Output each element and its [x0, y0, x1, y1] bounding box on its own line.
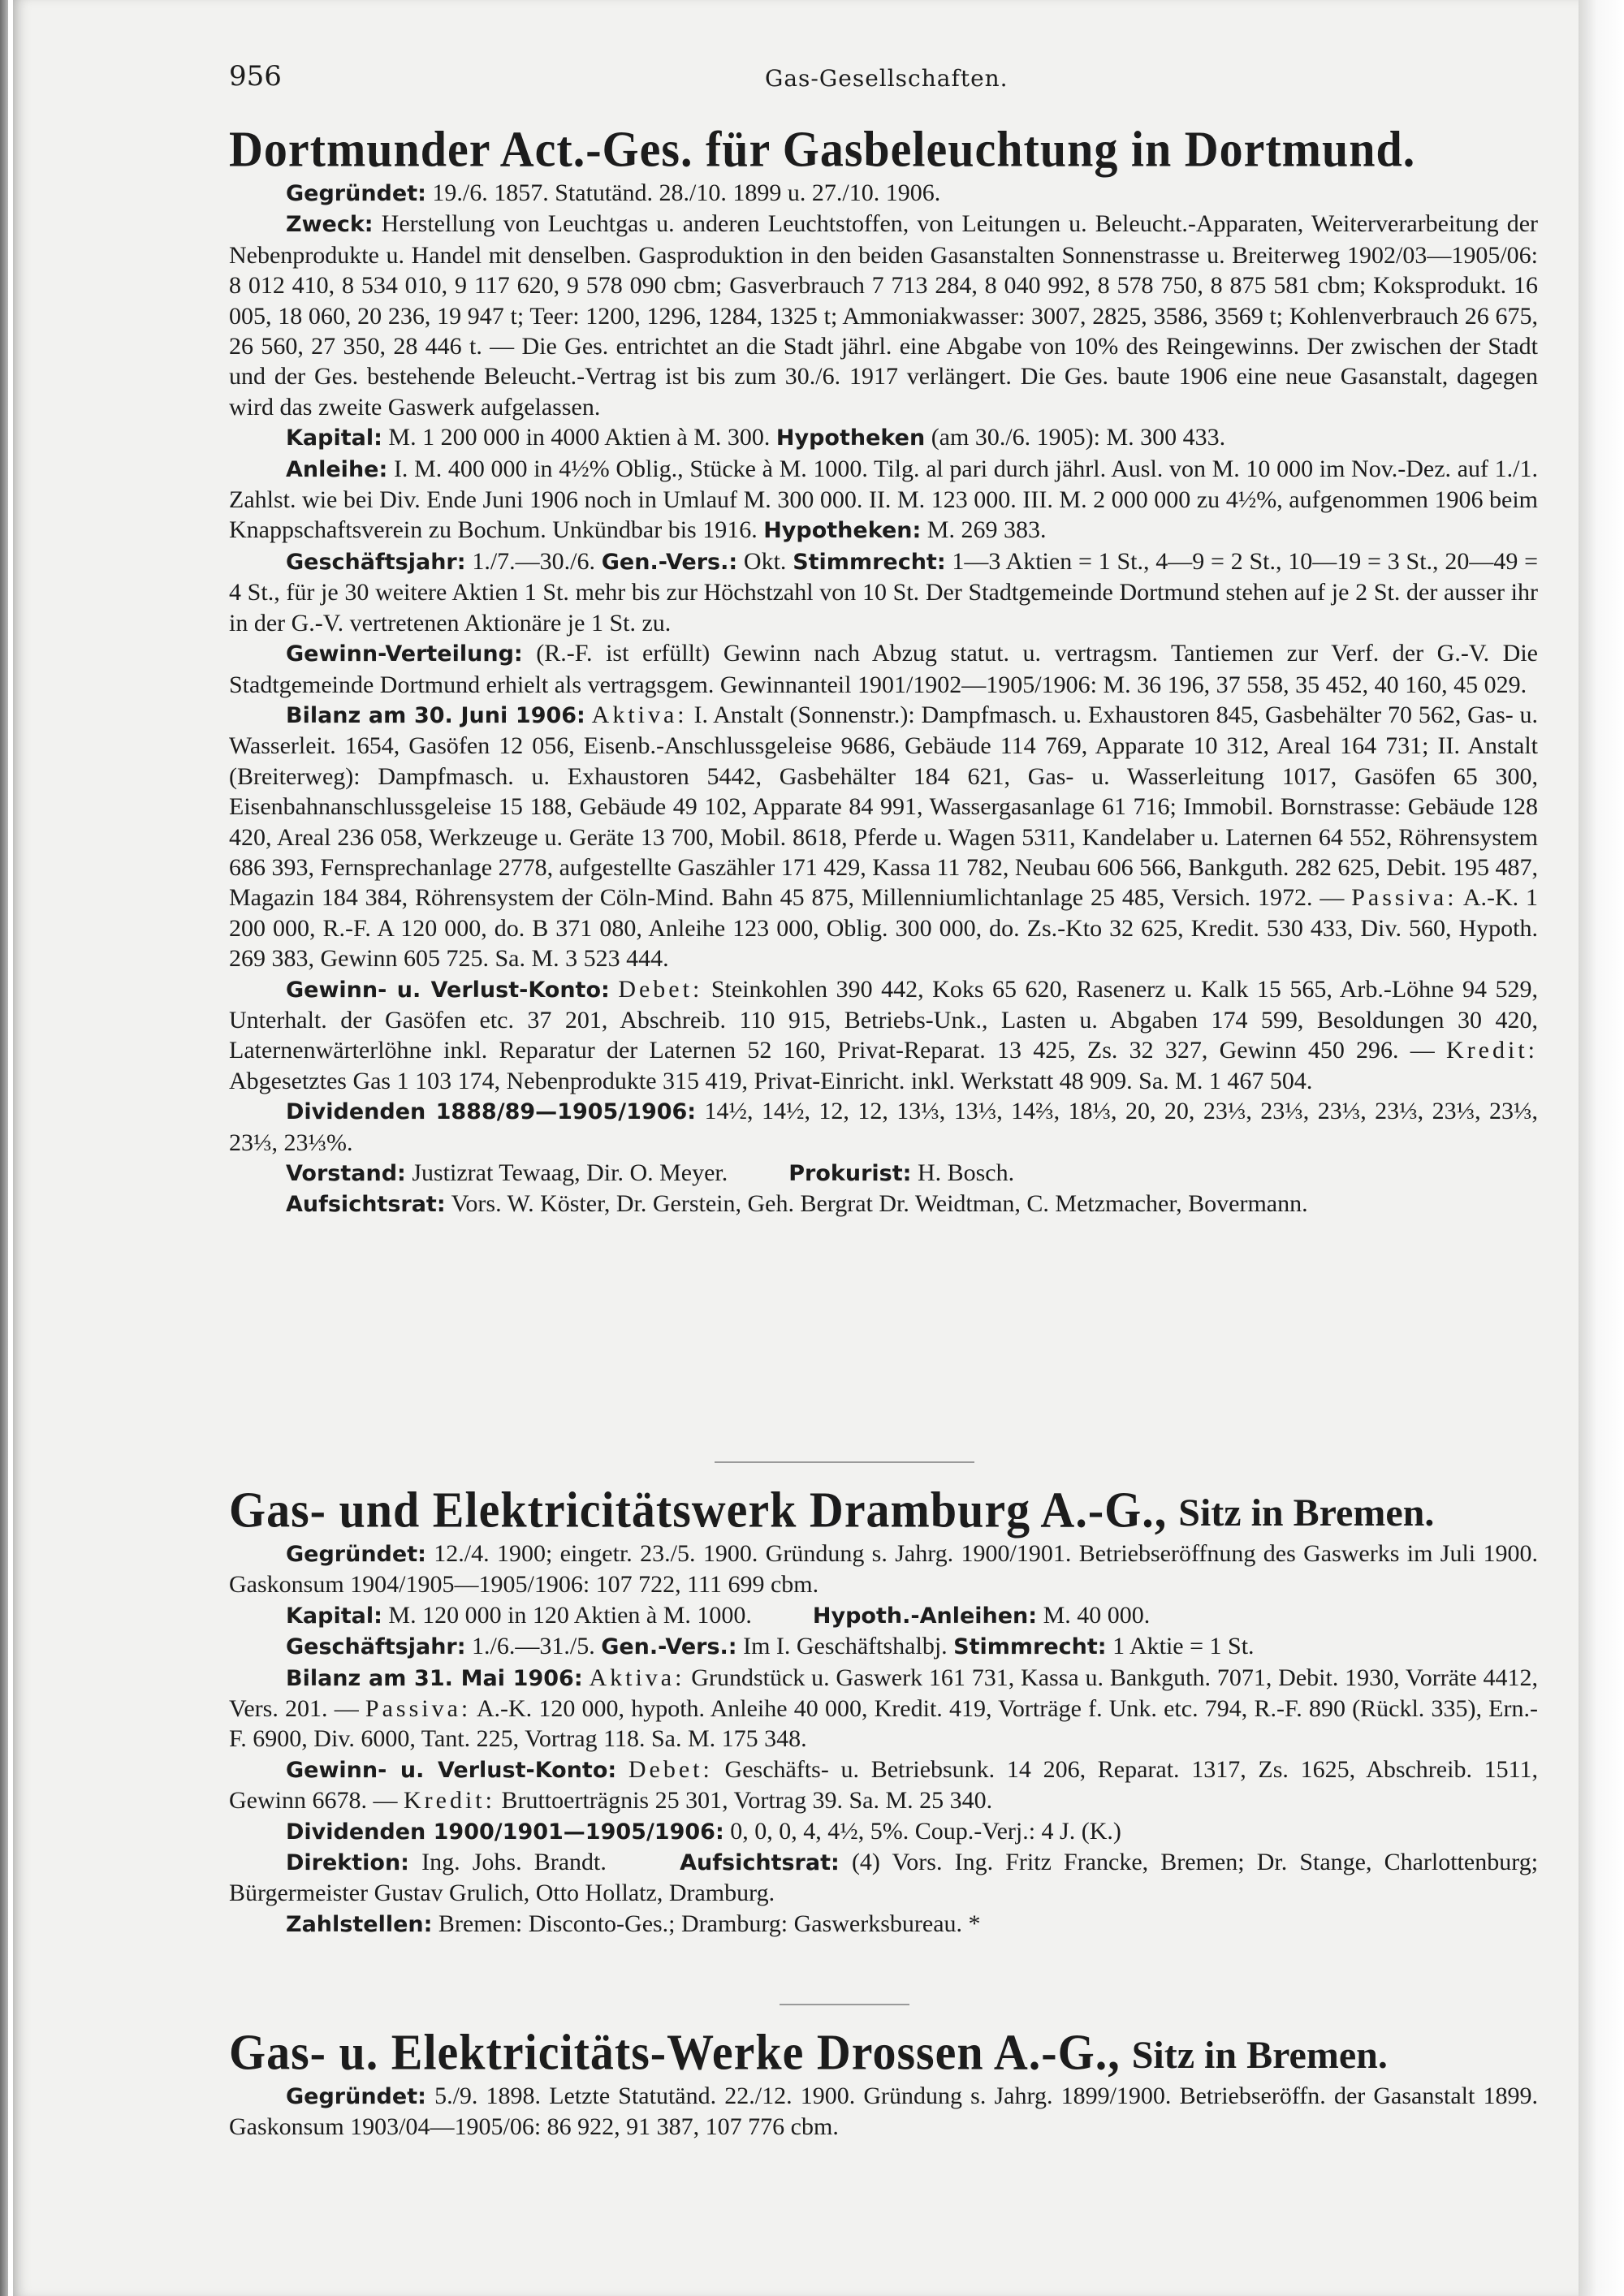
- section-anleihe: Anleihe: I. M. 400 000 in 4½% Oblig., Stücke à M. 1000. Tilg. al pari durch jährl. Ausl. von M. 10 000 im Nov.-Dez. auf 1./1. Zahlst. wie bei Div. Ende Juni 1906 noch in Umlauf M. 300 000. II. M. 123 000. III. M. 2 000 000 zu 4½%, aufgenommen 1906 beim Knappschaftsverein zu Bochum. Unkündbar bis 1916. Hypotheken: M. 269 383.: [229, 455, 1538, 544]
- section-direktion: Direktion: Ing. Johs. Brandt. Aufsichtsrat: (4) Vors. Ing. Fritz Francke, Bremen; Dr. Stange, Charlottenburg; Bürgermeister Gustav Grulich, Otto Hollatz, Dramburg.: [229, 1849, 1539, 1907]
- book-binding: [0, 0, 8, 2296]
- section-gegruendet: Gegründet: 5./9. 1898. Letzte Statutänd. 22./12. 1900. Gründung s. Jahrg. 1899/1900. Betriebseröffn. der Gasanstalt 1899. Gaskonsum 1903/04—1905/06: 86 922, 91 387, 107 776 cbm.: [229, 2082, 1539, 2141]
- section-kapital: Kapital: M. 120 000 in 120 Aktien à M. 1000. Hypoth.-Anleihen: M. 40 000.: [286, 1601, 1151, 1629]
- section-gewinn-verteilung: Gewinn-Verteilung: (R.-F. ist erfüllt) Gewinn nach Abzug statut. u. vertragsm. Tantiemen zur Verf. der G.-V. Die Stadtgemeinde Dortmund erhielt als vertragsgem. Gewinnanteil 1901/1902—1905/1906: M. 36 196, 37 558, 35 452, 40 160, 45 029.: [229, 640, 1538, 698]
- section-divider: [780, 2004, 909, 2005]
- section-vorstand: Vorstand: Justizrat Tewaag, Dir. O. Meyer. Prokurist: H. Bosch.: [286, 1159, 1015, 1186]
- running-head: [229, 60, 1536, 96]
- section-dividenden: Dividenden 1900/1901—1905/1906: 0, 0, 0, 4, 4½, 5%. Coup.-Verj.: 4 J. (K.): [286, 1817, 1121, 1845]
- entry-body: [229, 1539, 1538, 1940]
- section-bilanz: Bilanz am 30. Juni 1906: Aktiva: I. Anstalt (Sonnenstr.): Dampfmasch. u. Exhaustoren 845, Gasbehälter 70 562, Gas- u. Wasserleit. 1654, Gasöfen 12 056, Eisenb.-Anschlussgeleise 9686, Gebäude 114 769, Apparate 10 312, Areal 164 731; II. Anstalt (Breiterweg): Dampfmasch. u. Exhaustoren 5442, Gasbehälter 184 621, Gas- u. Wasserleitung 1017, Gasöfen 65 300, Eisenbahnanschlussgeleise 15 188, Gebäude 49 102, Apparate 84 991, Wassergasanlage 61 716; Immobil. Bornstrasse: Gebäude 128 420, Areal 236 058, Werkzeuge u. Geräte 13 700, Mobil. 8618, Pferde u. Wagen 5311, Kandelaber u. Laternen 64 552, Röhrensystem 686 393, Fernsprechanlage 2778, aufgestellte Gaszähler 171 429, Kassa 11 782, Neubau 606 566, Bankguth. 282 625, Debit. 195 487, Magazin 184 384, Röhrensystem der Cöln-Mind. Bahn 45 875, Millenniumlichtanlage 25 485, Versich. 1972. — Passiva: A.-K. 1 200 000, R.-F. A 120 000, do. B 371 080, Anleihe 123 000, Oblig. 300 000, do. Zs.-Kto 32 625, Kredit. 530 433, Div. 560, Hypoth. 269 383, Gewinn 605 725. Sa. M. 3 523 444.: [229, 701, 1539, 973]
- section-aufsichtsrat: Aufsichtsrat: Vors. W. Köster, Dr. Gerstein, Geh. Bergrat Dr. Weidtman, C. Metzmacher, Bovermann.: [286, 1190, 1308, 1218]
- entry-dramburg: [229, 1482, 1538, 1940]
- entry-drossen: [229, 2025, 1538, 2143]
- company-seat: Sitz in Bremen.: [1178, 1491, 1435, 1534]
- section-geschaeftsjahr: Geschäftsjahr: 1./6.—31./5. Gen.-Vers.: Im I. Geschäftshalbj. Stimmrecht: 1 Aktie = 1 St.: [286, 1633, 1255, 1660]
- section-zahlstellen: Zahlstellen: Bremen: Disconto-Ges.; Dramburg: Gaswerksbureau. *: [286, 1910, 981, 1937]
- company-name: Dortmunder Act.-Ges. für Gasbeleuchtung in Dortmund.: [229, 120, 1416, 178]
- entry-title: [229, 1482, 1538, 1537]
- entry-title: [229, 122, 1538, 176]
- page-edge: [1579, 0, 1624, 2296]
- company-seat: Sitz in Bremen.: [1131, 2034, 1388, 2077]
- section-bilanz: Bilanz am 31. Mai 1906: Aktiva: Grundstück u. Gaswerk 161 731, Kassa u. Bankguth. 7071, Debit. 1930, Vorräte 4412, Vers. 201. — Passiva: A.-K. 120 000, hypoth. Anleihe 40 000, Kredit. 419, Vorträge f. Unk. etc. 794, R.-F. 890 (Rückl. 335), Ern.-F. 6900, Div. 6000, Tant. 225, Vortrag 118. Sa. M. 175 348.: [229, 1664, 1538, 1753]
- section-divider: [715, 1461, 974, 1463]
- section-gewinn-verlust: Gewinn- u. Verlust-Konto: Debet: Steinkohlen 390 442, Koks 65 620, Rasenerz u. Kalk 15 565, Arb.-Löhne 94 529, Unterhalt. der Gasöfen etc. 37 201, Abschreib. 110 915, Betriebs-Unk., Lasten u. Abgaben 174 599, Besoldungen 30 420, Laternenwärterlöhne inkl. Reparatur der Laternen 52 160, Privat-Reparat. 13 425, Zs. 32 327, Gewinn 450 296. — Kredit: Abgesetztes Gas 1 103 174, Nebenprodukte 315 419, Privat-Einricht. inkl. Werkstatt 48 909. Sa. M. 1 467 504.: [229, 975, 1539, 1094]
- entry-body: [229, 2081, 1538, 2143]
- company-name: Gas- und Elektricitätswerk Dramburg A.-G.,: [229, 1481, 1168, 1539]
- section-zweck: Zweck: Herstellung von Leuchtgas u. anderen Leuchtstoffen, von Leitungen u. Beleucht.-Apparaten, Weiterverarbeitung der Nebenprodukte u. Handel mit denselben. Gasproduktion in den beiden Gasanstalten Sonnenstrasse u. Breiterweg 1902/03—1905/06: 8 012 410, 8 534 010, 9 117 620, 9 578 090 cbm; Gasverbrauch 7 713 284, 8 040 992, 8 578 750, 8 875 581 cbm; Koksprodukt. 16 005, 18 060, 20 236, 19 947 t; Teer: 1200, 1296, 1284, 1325 t; Ammoniakwasser: 3007, 2825, 3586, 3569 t; Kohlenverbrauch 26 675, 26 560, 27 350, 28 446 t. — Die Ges. entrichtet an die Stadt jährl. eine Abgabe von 10% des Reingewinns. Der zwischen der Stadt und der Ges. bestehende Beleucht.-Vertrag ist bis zum 30./6. 1917 verlängert. Die Ges. baute 1906 eine neue Gasanstalt, dagegen wird das zweite Gaswerk aufgelassen.: [229, 210, 1538, 421]
- section-geschaeftsjahr: Geschäftsjahr: 1./7.—30./6. Gen.-Vers.: Okt. Stimmrecht: 1—3 Aktien = 1 St., 4—9 = 2 St., 10—19 = 3 St., 20—49 = 4 St., für je 30 weitere Aktien 1 St. mehr bis zur Höchstzahl von 10 St. Der Stadtgemeinde Dortmund stehen auf je 2 St. der ausser ihr in der G.-V. vertretenen Aktionäre je 1 St. zu.: [229, 547, 1539, 637]
- running-title: Gas-Gesellschaften.: [765, 65, 1009, 92]
- section-dividenden: Dividenden 1888/89—1905/1906: 14½, 14½, 12, 12, 13⅓, 13⅓, 14⅔, 18⅓, 20, 20, 23⅓, 23⅓, 23⅓, 23⅓, 23⅓, 23⅓, 23⅓, 23⅓%.: [229, 1098, 1538, 1156]
- page-number: 956: [229, 60, 282, 93]
- entry-title: [229, 2025, 1538, 2079]
- entry-body: [229, 178, 1538, 1220]
- section-gegruendet: Gegründet: 12./4. 1900; eingetr. 23./5. 1900. Gründung s. Jahrg. 1900/1901. Betriebseröffnung des Gaswerks im Juli 1900. Gaskonsum 1904/1905—1905/1906: 107 722, 111 699 cbm.: [229, 1540, 1538, 1599]
- section-kapital: Kapital: M. 1 200 000 in 4000 Aktien à M. 300. Hypotheken (am 30./6. 1905): M. 300 433.: [286, 424, 1226, 451]
- company-name: Gas- u. Elektricitäts-Werke Drossen A.-G.,: [229, 2023, 1121, 2081]
- entry-dortmund: [229, 122, 1538, 1220]
- section-gegruendet: Gegründet: 19./6. 1857. Statutänd. 28./10. 1899 u. 27./10. 1906.: [286, 179, 941, 206]
- section-gewinn-verlust: Gewinn- u. Verlust-Konto: Debet: Geschäfts- u. Betriebsunk. 14 206, Reparat. 1317, Zs. 1625, Abschreib. 1511, Gewinn 6678. — Kredit: Bruttoerträgnis 25 301, Vortrag 39. Sa. M. 25 340.: [229, 1755, 1539, 1815]
